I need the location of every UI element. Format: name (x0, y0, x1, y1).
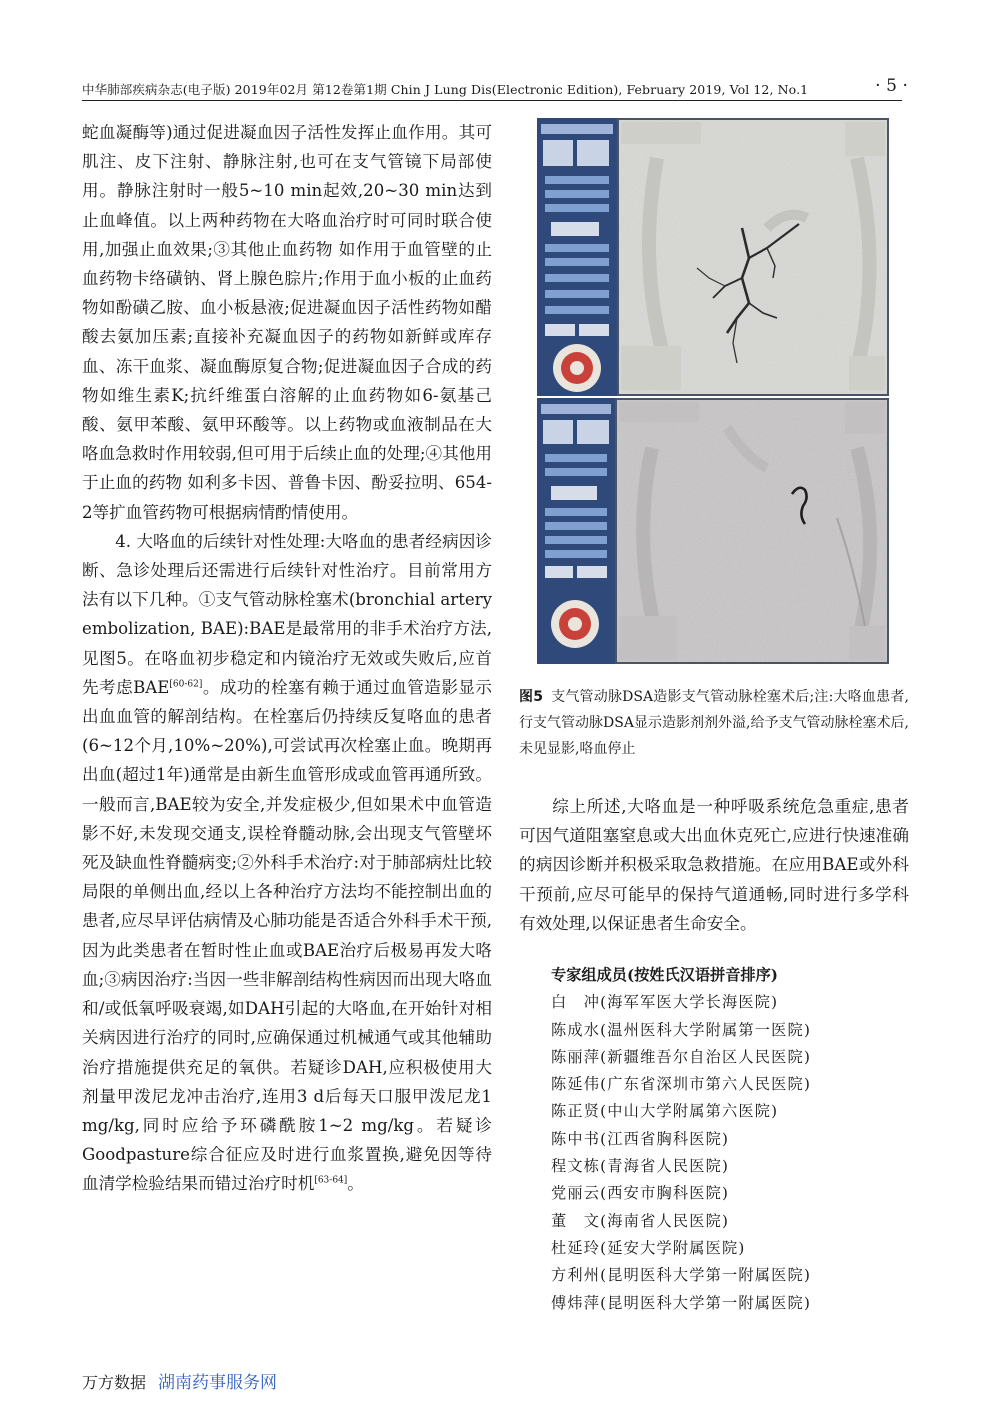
paragraph-follow-up-treatment (82, 527, 492, 1199)
expert-member: 陈成水(温州医科大学附属第一医院) (551, 1020, 812, 1039)
expert-member: 白 冲(海军军医大学长海医院) (551, 993, 779, 1012)
summary-paragraph: 综上所述,大咯血是一种呼吸系统危急重症,患者可因气道阻塞窒息或大出血休克死亡,应进行快速准确的病因诊断并积极采取急救措施。在应用BAE或外科干预前,应尽可能早的保持气道通畅,同时进行多学科有效处理,以保证患者生命安全。 (519, 797, 909, 933)
paragraph-hemostatic-drugs: 蛇血凝酶等)通过促进凝血因子活性发挥止血作用。其可肌注、皮下注射、静脉注射,也可在支气管镜下局部使用。静脉注射时一般5~10 min起效,20~30 min达到止血峰值。以上两种药物在大咯血治疗时可同时联合使用,加强止血效果;③其他止血药物 如作用于血管壁的止血药物卡络磺钠、肾上腺色腙片;作用于血小板的止血药物如酚磺乙胺、血小板悬液;促进凝血因子活性药物如醋酸去氨加压素;直接补充凝血因子的药物如新鲜或库存血、冻干血浆、凝血酶原复合物;促进凝血因子合成的药物如维生素K;抗纤维蛋白溶解的止血药物如6-氨基己酸、氨甲苯酸、氨甲环酸等。以上药物或血液制品在大咯血急救时作用较弱,但可用于后续止血的处理;④其他用于止血的药物 如利多卡因、普鲁卡因、酚妥拉明、654-2等扩血管药物可根据病情酌情使用。 (82, 123, 492, 522)
expert-member: 傅炜萍(昆明医科大学第一附属医院) (551, 1293, 812, 1312)
text-bae-details: 。成功的栓塞有赖于通过血管造影显示出血血管的解剖结构。在栓塞后仍持续反复咯血的患者(6~12个月,10%~20%),可尝试再次栓塞止血。晚期再出血(超过1年)通常是由新生血管形成或血管再通所致。一般而言,BAE较为安全,并发症极少,但如果术中血管造影不好,未发现交通支,误栓脊髓动脉,会出现支气管壁坏死及缺血性脊髓病变;②外科手术治疗:对于肺部病灶比较局限的单侧出血,经以上各种治疗方法均不能控制出血的患者,应尽早评估病情及心肺功能是否适合外科手术干预,因为此类患者在暂时性止血或BAE治疗后极易再发大咯血;③病因治疗:当因一些非解剖结构性病因而出现大咯血和/或低氧呼吸衰竭,如DAH引起的大咯血,在开始针对相关病因进行治疗的同时,应确保通过机械通气或其他辅助治疗措施提供充足的氧供。若疑诊DAH,应积极使用大剂量甲泼尼龙冲击治疗,连用3 d后每天口服甲泼尼龙1 mg/kg,同时应给予环磷酰胺1~2 mg/kg。若疑诊Goodpasture综合征应及时进行血浆置换,避免因等待血清学检验结果而错过治疗时机 (82, 677, 492, 1194)
dsa-image-pre-embolization (537, 118, 889, 396)
expert-member: 方利州(昆明医科大学第一附属医院) (551, 1266, 812, 1285)
figure-caption (519, 684, 909, 762)
expert-member: 陈正贤(中山大学附属第六医院) (551, 1102, 779, 1121)
figure-label: 图5 (519, 689, 543, 705)
expert-member: 程文栋(青海省人民医院) (551, 1157, 730, 1176)
expert-member: 陈丽萍(新疆维吾尔自治区人民医院) (551, 1047, 812, 1066)
expert-group (551, 962, 911, 1317)
figure-caption-text: 支气管动脉DSA造影支气管动脉栓塞术后;注:大咯血患者,行支气管动脉DSA显示造影剂剂外溢,给予支气管动脉栓塞术后,未见显影,咯血停止 (519, 689, 909, 757)
footer (82, 1368, 277, 1393)
service-watermark: 湖南药事服务网 (158, 1373, 278, 1393)
expert-group-title: 专家组成员(按姓氏汉语拼音排序) (551, 966, 778, 984)
database-watermark: 万方数据 (82, 1373, 147, 1392)
expert-member: 董 文(海南省人民医院) (551, 1211, 730, 1230)
header-rule (82, 100, 902, 101)
journal-meta: 中华肺部疾病杂志(电子版) 2019年02月 第12卷第1期 Chin J Lung Dis(Electronic Edition), February 2019, Vol 12, No.1 (82, 82, 809, 97)
text-period: 。 (347, 1174, 364, 1194)
running-header (82, 76, 918, 98)
left-column (82, 118, 492, 1199)
text-bae-intro: 4. 大咯血的后续针对性处理:大咯血的患者经病因诊断、急诊处理后还需进行后续针对性治疗。目前常用方法有以下几种。①支气管动脉栓塞术(bronchial artery embolization, BAE):BAE是最常用的非手术治疗方法,见图5。在咯血初步稳定和内镜治疗无效或失败后,应首先考虑BAE (82, 531, 492, 697)
expert-member: 陈中书(江西省胸科医院) (551, 1129, 730, 1148)
citation-63-64: [63-64] (314, 1175, 348, 1186)
page-number: · 5 · (875, 76, 908, 96)
expert-member: 杜延玲(延安大学附属医院) (551, 1238, 746, 1257)
expert-member: 党丽云(西安市胸科医院) (551, 1184, 730, 1203)
citation-60-62: [60-62] (169, 679, 203, 690)
dsa-image-post-embolization (537, 398, 889, 664)
expert-member: 陈延伟(广东省深圳市第六人民医院) (551, 1075, 812, 1094)
